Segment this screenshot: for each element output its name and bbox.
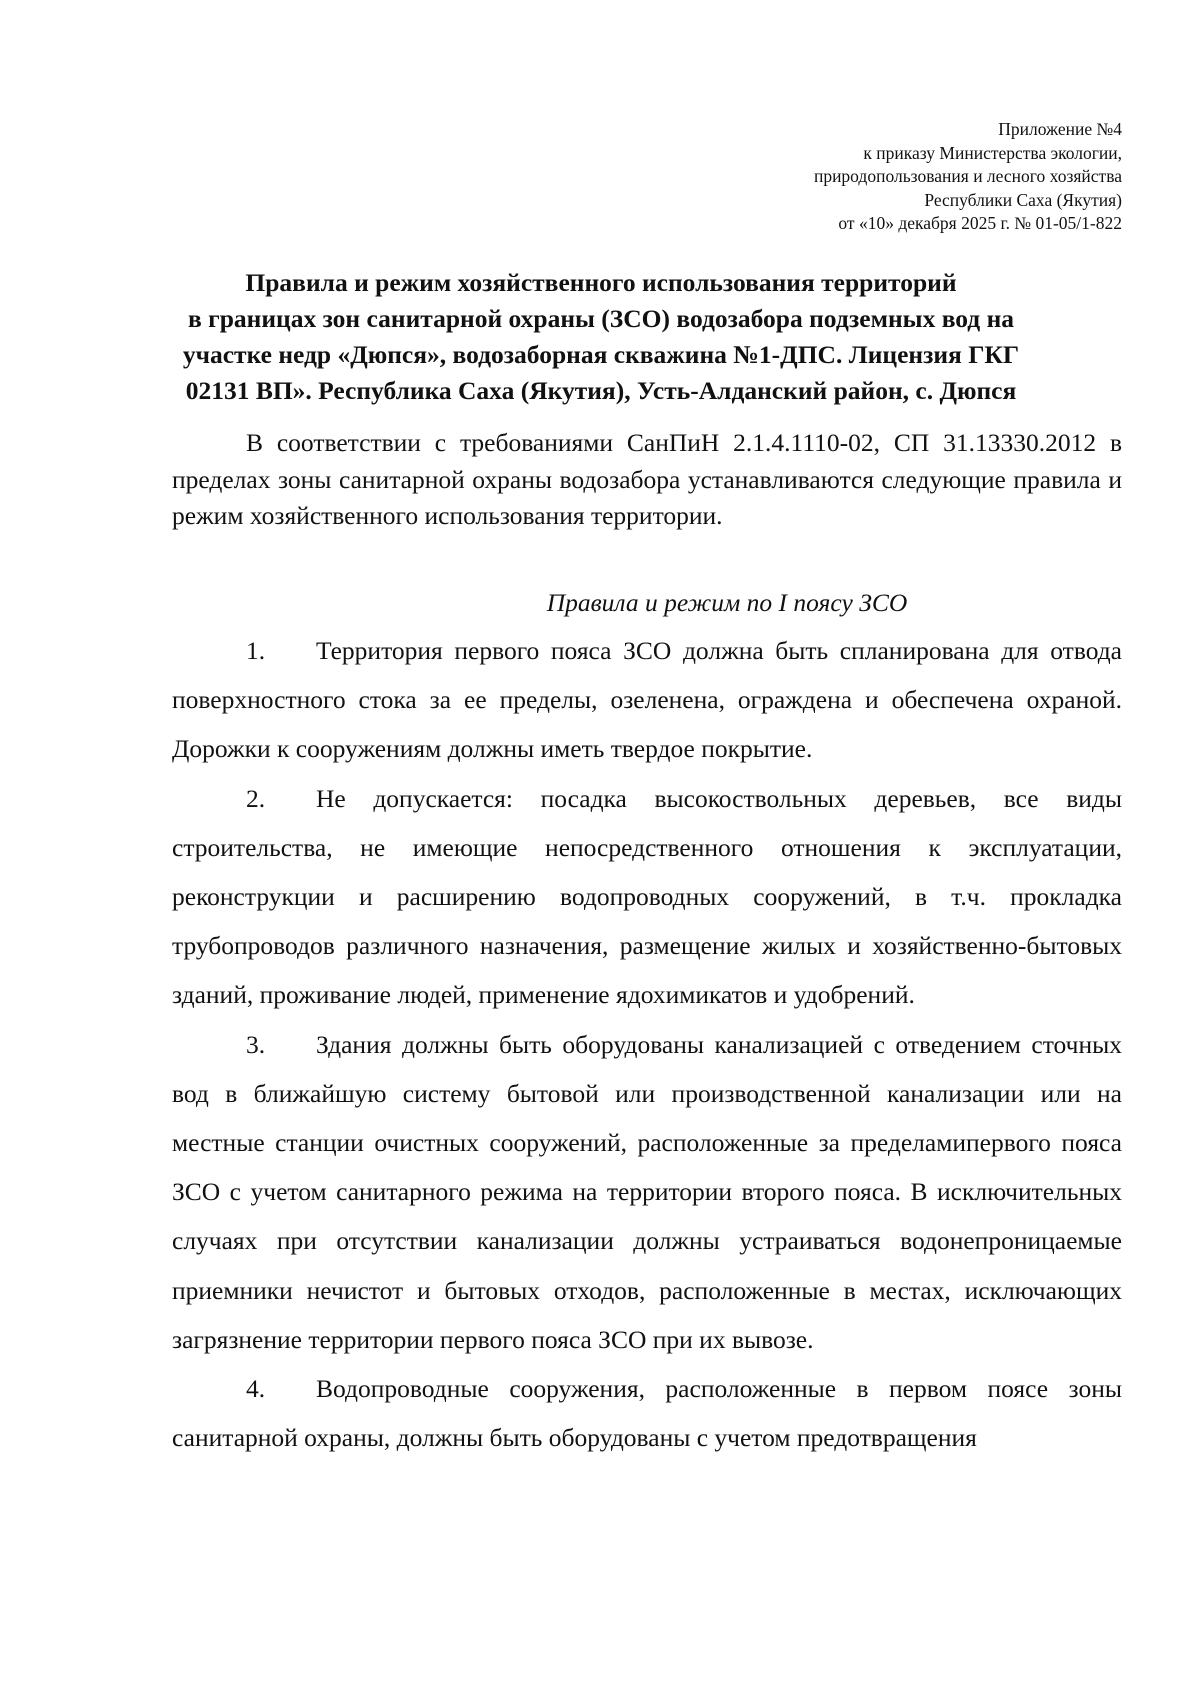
item-text: Территория первого пояса ЗСО должна быть спланирована для отвода поверхностного стока за ее пределы, озеленена, ограждена и обеспечена охраной. Дорожки к сооружениям должны иметь твердое покрытие. xyxy=(172,636,1122,764)
intro-paragraph: В соответствии с требованиями СанПиН 2.1.4.1110-02, СП 31.13330.2012 в пределах зоны санитарной охраны водозабора устанавливаются следующие правила и режим хозяйственного использования территории. xyxy=(172,428,1122,530)
list-item xyxy=(172,774,1122,1020)
appendix-line: Приложение №4 xyxy=(998,119,1122,139)
title-line: участке недр «Дюпся», водозаборная скважина №1-ДПС. Лицензия ГКГ xyxy=(182,340,1020,369)
rules-list xyxy=(172,626,1122,1462)
title-line: в границах зон санитарной охраны (ЗСО) водозабора подземных вод на xyxy=(187,304,1015,333)
item-number: 1. xyxy=(246,636,266,665)
title-line: 02131 ВП». Республика Саха (Якутия), Усть-Алданский район, с. Дюпся xyxy=(185,376,1017,405)
item-text: Водопроводные сооружения, расположенные в первом поясе зоны санитарной охраны, должны быть оборудованы с учетом предотвращения xyxy=(172,1374,1122,1453)
list-item xyxy=(172,626,1122,774)
list-item xyxy=(172,1020,1122,1364)
appendix-line: от «10» декабря 2025 г. № 01-05/1-822 xyxy=(838,213,1122,234)
list-item xyxy=(172,1364,1122,1462)
item-text: Здания должны быть оборудованы канализацией с отведением сточных вод в ближайшую систему бытовой или производственной канализации или на местные станции очистных сооружений, расположенные за пределамипервого пояса ЗСО с учетом санитарного режима на территории второго пояса. В исключительных случаях при отсутствии канализации должны устраиваться водонепроницаемые приемники нечистот и бытовых отходов, расположенные в местах, исключающих загрязнение территории первого пояса ЗСО при их вывозе. xyxy=(172,1029,1122,1354)
document-title xyxy=(150,265,1052,409)
appendix-line: Республики Саха (Якутия) xyxy=(924,189,1122,210)
item-number: 3. xyxy=(246,1029,266,1059)
item-number: 4. xyxy=(246,1374,266,1404)
appendix-block xyxy=(562,118,1122,236)
section-heading: Правила и режим по I поясу ЗСО xyxy=(546,588,908,617)
item-text: Не допускается: посадка высокоствольных деревьев, все виды строительства, не имеющие непосредственного отношения к эксплуатации, реконструкции и расширению водопроводных сооружений, в т.ч. прокладка трубопроводов различного назначения, размещение жилых и хозяйственно-бытовых зданий, проживание людей, применение ядохимикатов и удобрений. xyxy=(172,783,1122,1010)
item-number: 2. xyxy=(246,783,266,813)
appendix-line: природопользования и лесного хозяйства xyxy=(813,166,1122,187)
appendix-line: к приказу Министерства экологии, xyxy=(863,142,1122,163)
title-line: Правила и режим хозяйственного использования территорий xyxy=(245,268,957,297)
